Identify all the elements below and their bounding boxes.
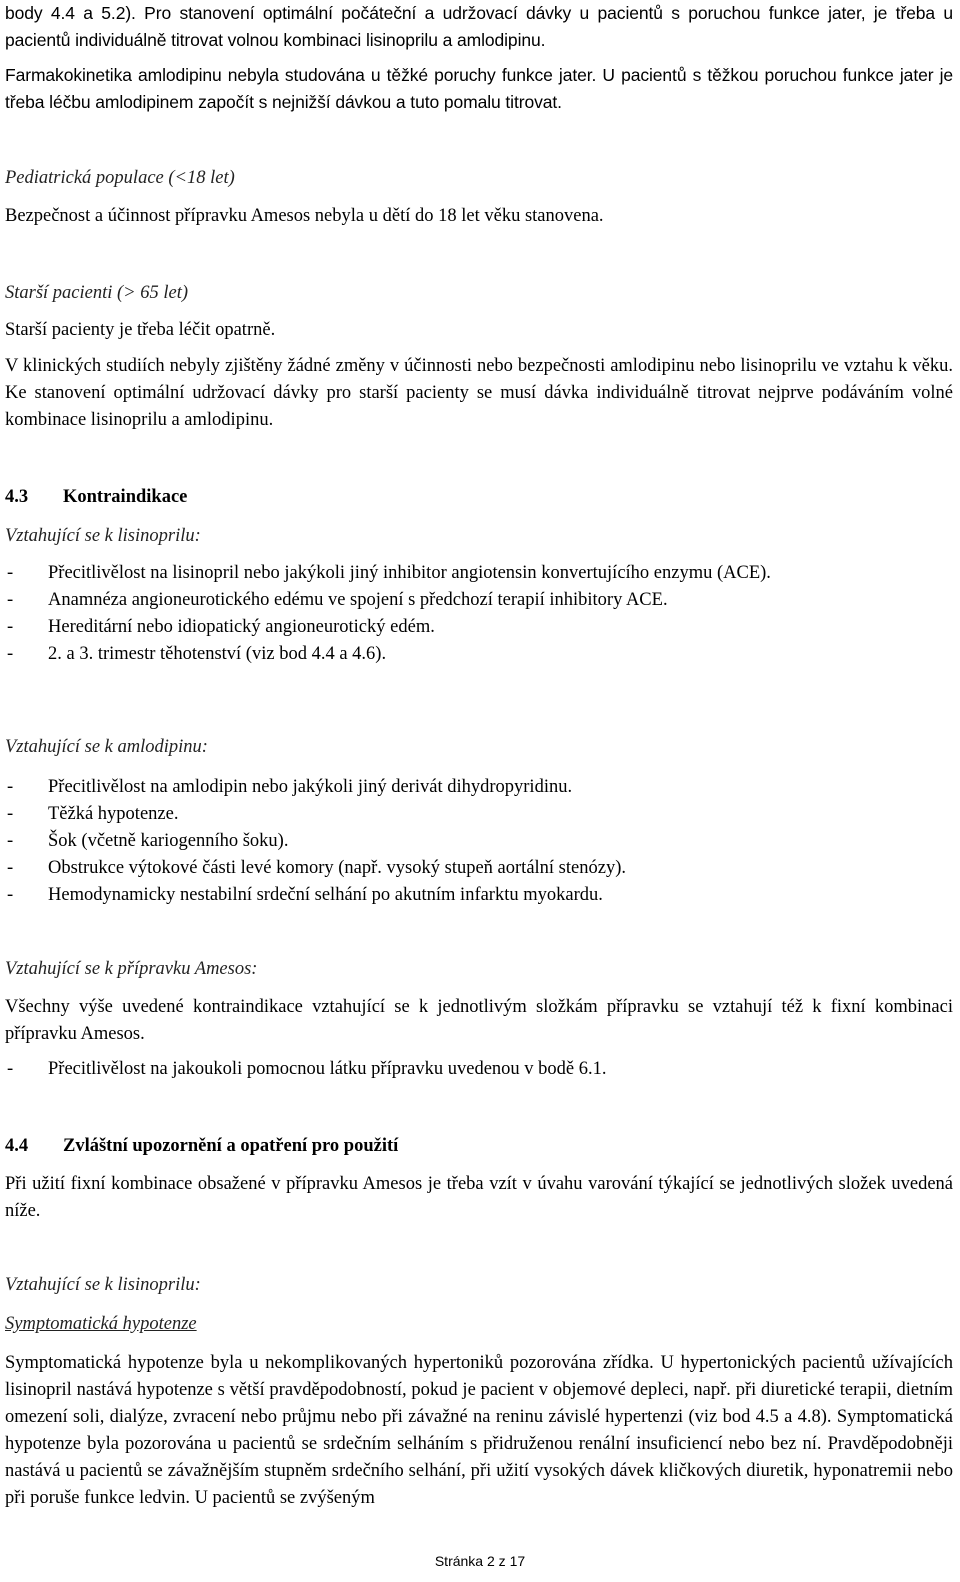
elderly-heading: Starší pacienti (> 65 let) [5,283,189,303]
section-title: Zvláštní upozornění a opatření pro použití [63,1136,399,1156]
list-item: - Obstrukce výtokové části levé komory (např. vysoký stupeň aortální stenózy). [5,855,953,882]
list-item: - Přecitlivělost na lisinopril nebo jakýkoli jiný inhibitor angiotensin konvertujícího enzymu (ACE). [5,560,953,587]
section-4-3-heading [5,484,953,511]
intro-paragraph-1: body 4.4 a 5.2). Pro stanovení optimální počáteční a udržovací dávky u pacientů s poruchou funkce jater, je třeba u pacientů individuálně titrovat volnou kombinaci lisinoprilu a amlodipinu. [5,3,953,50]
contra-amlodipine-list [5,774,953,909]
section-number: 4.4 [5,1136,29,1156]
list-item: - Přecitlivělost na jakoukoli pomocnou látku přípravku uvedenou v bodě 6.1. [5,1056,953,1083]
list-item: - Hereditární nebo idiopatický angioneurotický edém. [5,614,953,641]
pediatric-heading: Pediatrická populace (<18 let) [5,168,235,188]
section-4-4-text: Při užití fixní kombinace obsažené v přípravku Amesos je třeba vzít v úvahu varování týkající se jednotlivých složek uvedená níže. [5,1174,953,1221]
symptomatic-hypotension-text: Symptomatická hypotenze byla u nekomplikovaných hypertoniků pozorována zřídka. U hypertonických pacientů užívajících lisinopril nastává hypotenze s větší pravděpodobností, pokud je pacient v objemové depleci, např. při diuretické terapii, dietním omezení soli, dialýze, zvracení nebo průjmu nebo při závažné na reninu závislé hypertenzi (viz bod 4.5 a 4.8). Symptomatická hypotenze byla pozorována u pacientů se srdečním selháním s přidruženou renální insuficiencí nebo bez ní. Pravděpodobněji nastává u pacientů se závažnějším stupněm srdečního selhání, při užití vysokých dávek kličkových diuretik, hyponatremii nebo při poruše funkce ledvin. U pacientů se zvýšeným [5,1353,953,1508]
page-footer [0,1553,960,1569]
list-item: - Těžká hypotenze. [5,801,953,828]
symptomatic-hypotension-heading: Symptomatická hypotenze [5,1314,197,1334]
contra-lisinopril-list [5,560,953,668]
contra-amesos-list [5,1056,953,1083]
section-title: Kontraindikace [63,487,188,507]
list-item: - 2. a 3. trimestr těhotenství (viz bod 4.4 a 4.6). [5,641,953,668]
warnings-lisinopril-heading: Vztahující se k lisinoprilu: [5,1275,201,1295]
footer-prefix: Stránka [434,1553,487,1569]
page-number: 2 [486,1553,495,1569]
list-item: - Šok (včetně kariogenního šoku). [5,828,953,855]
page-total: 17 [509,1553,526,1569]
list-item: - Anamnéza angioneurotického edému ve spojení s předchozí terapií inhibitory ACE. [5,587,953,614]
section-number: 4.3 [5,487,29,507]
list-item: - Hemodynamicky nestabilní srdeční selhání po akutním infarktu myokardu. [5,882,953,909]
contra-amesos-text: Všechny výše uvedené kontraindikace vztahující se k jednotlivým složkám přípravku se vztahují též k fixní kombinaci přípravku Amesos. [5,997,953,1044]
section-4-4-heading [5,1133,953,1160]
contra-amlodipine-heading: Vztahující se k amlodipinu: [5,737,208,757]
pediatric-text: Bezpečnost a účinnost přípravku Amesos nebyla u dětí do 18 let věku stanovena. [5,206,604,226]
contra-lisinopril-heading: Vztahující se k lisinoprilu: [5,526,201,546]
contra-amesos-heading: Vztahující se k přípravku Amesos: [5,959,258,979]
list-item: - Přecitlivělost na amlodipin nebo jakýkoli jiný derivát dihydropyridinu. [5,774,953,801]
intro-paragraph-2: Farmakokinetika amlodipinu nebyla studována u těžké poruchy funkce jater. U pacientů s těžkou poruchou funkce jater je třeba léčbu amlodipinem započít s nejnižší dávkou a tuto pomalu titrovat. [5,65,953,112]
elderly-text-2: V klinických studiích nebyly zjištěny žádné změny v účinnosti nebo bezpečnosti amlodipinu nebo lisinoprilu ve vztahu k věku. Ke stanovení optimální udržovací dávky pro starší pacienty se musí dávka individuálně titrovat nejprve podáváním volné kombinace lisinoprilu a amlodipinu. [5,356,953,430]
footer-separator: z [494,1553,510,1569]
elderly-text-1: Starší pacienty je třeba léčit opatrně. [5,320,276,340]
